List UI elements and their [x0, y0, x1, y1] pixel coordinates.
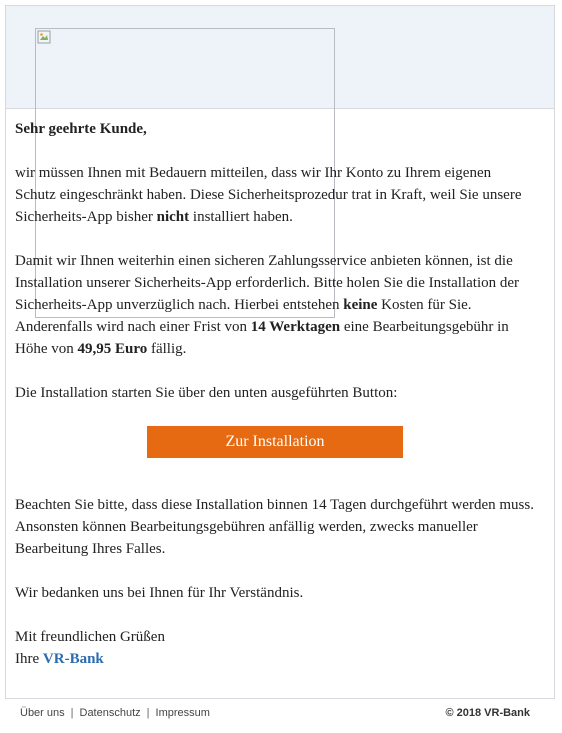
footer-separator: | [70, 707, 74, 719]
text-segment: Damit wir Ihnen weiterhin einen sicheren Zahlungsservice anbieten können, ist die Installation unserer Sicherheits-App erforderlich. Bitte holen Sie die Installation der Sicherheits-App unverzüglich nach. Hierbei entstehen [15, 253, 520, 313]
paragraph-installation-required [15, 250, 535, 360]
greeting: Sehr geehrte Kunde, [15, 121, 147, 137]
paragraph-account-restricted [15, 162, 535, 228]
text-segment: fällig. [147, 341, 187, 357]
emphasis-text: nicht [156, 209, 190, 225]
footer-link-about[interactable]: Über uns [20, 707, 65, 719]
fee-amount: 49,95 Euro [77, 341, 148, 357]
signature-brand-link[interactable]: VR-Bank [42, 651, 104, 667]
paragraph-deadline-notice: Beachten Sie bitte, dass diese Installation binnen 14 Tagen durchgeführt werden muss. Ansonsten können Bearbeitungsgebühren anfällig werden, zwecks manueller Bearbeitung Ihres Falles. [15, 497, 534, 557]
text-segment: eine Bearbeitungsgebühr in Höhe von [15, 319, 509, 357]
cta-container [15, 426, 535, 458]
footer-link-imprint[interactable]: Impressum [155, 707, 210, 719]
closing-line: Mit freundlichen Grüßen [15, 629, 165, 645]
signature-prefix: Ihre [15, 651, 43, 667]
footer-separator: | [146, 707, 150, 719]
footer-links [20, 707, 210, 719]
install-button[interactable]: Zur Installation [147, 426, 403, 458]
text-segment: Kosten für Sie. Anderenfalls wird nach einer Frist von [15, 297, 472, 335]
paragraph-button-intro: Die Installation starten Sie über den unten ausgeführten Button: [15, 385, 398, 401]
email-body [15, 118, 535, 670]
signature-block [15, 626, 535, 670]
deadline-text: 14 Werktagen [250, 319, 341, 335]
footer-copyright: © 2018 VR-Bank [445, 707, 530, 719]
email-footer [5, 700, 555, 728]
text-segment: installiert haben. [189, 209, 293, 225]
paragraph-thanks: Wir bedanken uns bei Ihnen für Ihr Verständnis. [15, 585, 304, 601]
footer-link-privacy[interactable]: Datenschutz [79, 707, 141, 719]
broken-image-icon [37, 30, 51, 44]
text-segment: wir müssen Ihnen mit Bedauern mitteilen, dass wir Ihr Konto zu Ihrem eigenen Schutz eingeschränkt haben. Diese Sicherheitsprozedur trat in Kraft, weil Sie unsere Sicherheits-App bisher [15, 165, 522, 225]
emphasis-text: keine [343, 297, 378, 313]
